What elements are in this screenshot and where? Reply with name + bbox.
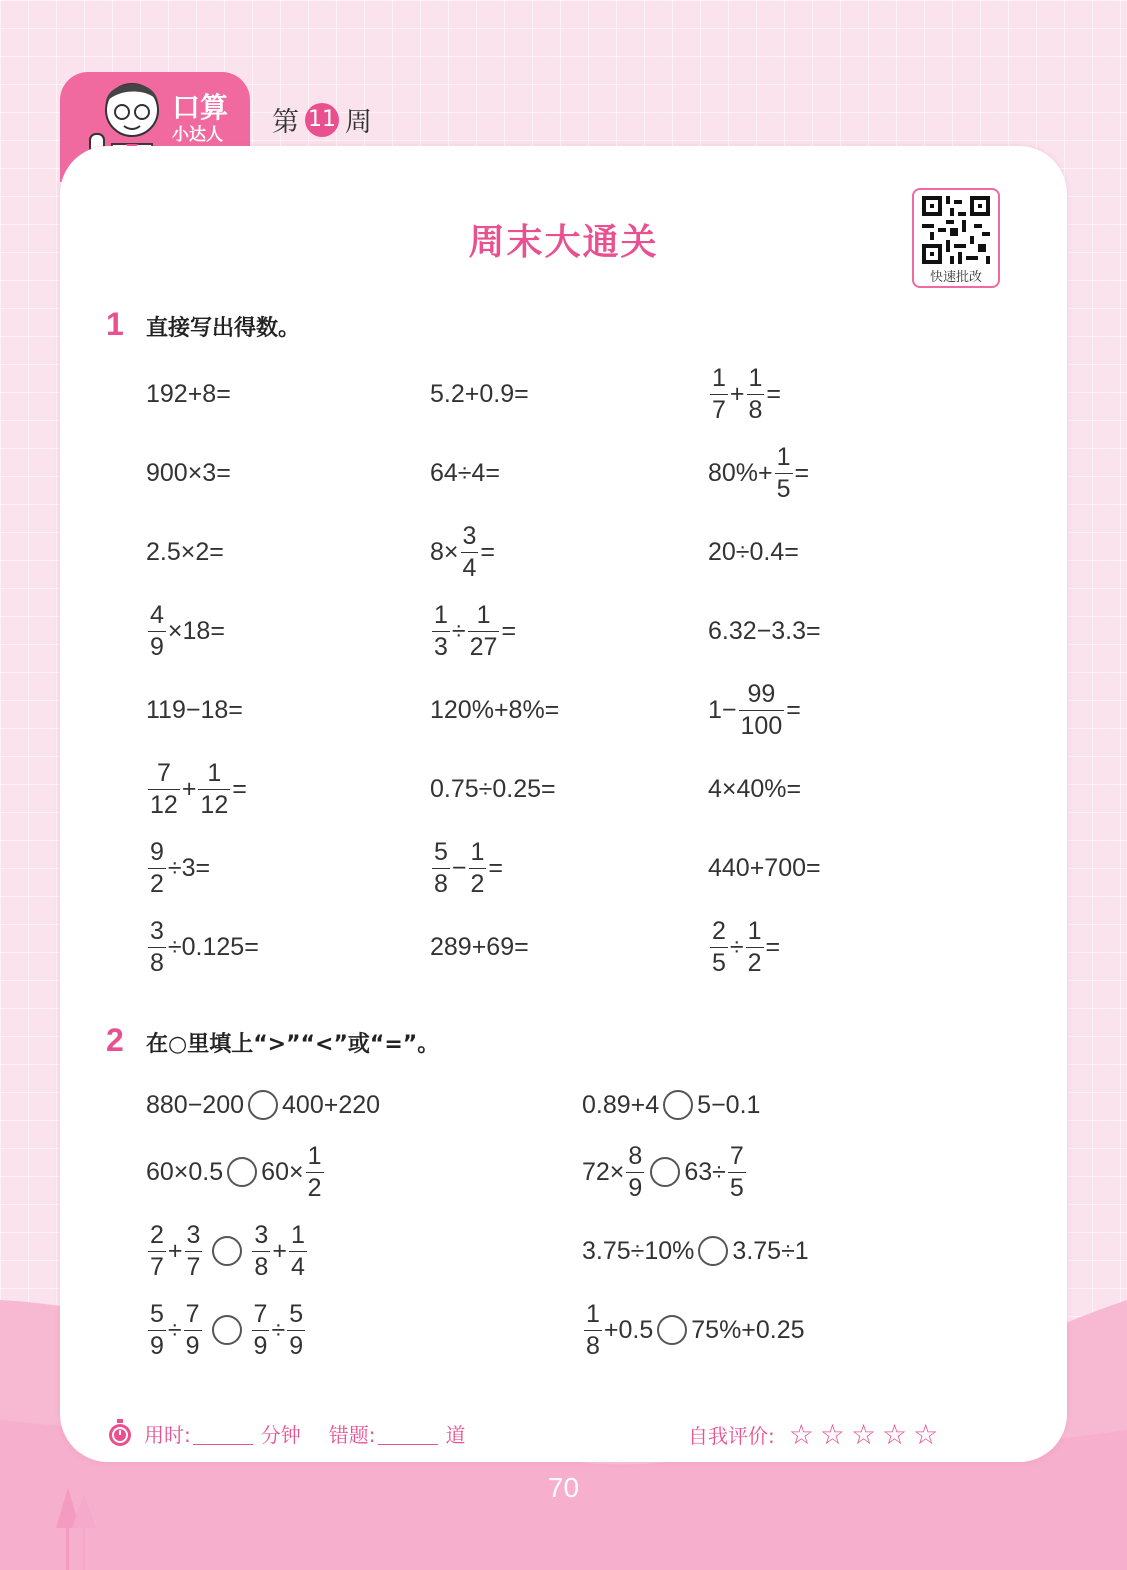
s1-r1c1: 64÷4= xyxy=(430,458,501,487)
week-suffix: 周 xyxy=(345,107,372,138)
answer-circle[interactable] xyxy=(212,1315,242,1345)
fraction: $\frac{1}{7}$ xyxy=(712,363,726,424)
fraction: $\frac{2}{7}$ xyxy=(150,1220,164,1281)
time-blank[interactable] xyxy=(193,1422,253,1445)
s1-r0c2: $\frac{1}{7}$ + $\frac{1}{8}$ = xyxy=(712,363,782,424)
minutes-label: 分钟 xyxy=(260,1422,301,1447)
fraction: $\frac{1}{3}$ xyxy=(434,600,448,661)
fraction: $\frac{99}{100}$ xyxy=(740,679,783,740)
fraction: $\frac{7}{9}$ xyxy=(185,1299,200,1360)
s1-r0c1: 5.2+0.9= xyxy=(430,379,529,408)
answer-circle[interactable] xyxy=(657,1315,687,1345)
s2-a0: 880−200 400+220 xyxy=(146,1090,381,1119)
s1-r6c0: $\frac{9}{2}$ ÷3= xyxy=(150,837,211,898)
self-eval-label: 自我评价: xyxy=(688,1424,775,1448)
rating-stars[interactable]: ☆☆☆☆☆ xyxy=(788,1418,945,1451)
tab-subtitle: 小达人 xyxy=(172,125,223,145)
qr-code-icon xyxy=(922,196,990,264)
answer-circle[interactable] xyxy=(248,1090,278,1120)
s2-b0: 0.89+4 5−0.1 xyxy=(582,1090,761,1119)
fraction: $\frac{1}{8}$ xyxy=(748,363,763,424)
s1-r4c1: 120%+8%= xyxy=(430,695,560,724)
fraction: $\frac{3}{8}$ xyxy=(150,916,164,977)
fraction: $\frac{7}{5}$ xyxy=(729,1141,744,1202)
fraction: $\frac{1}{12}$ xyxy=(200,758,229,819)
fraction: $\frac{3}{7}$ xyxy=(186,1220,201,1281)
s2-a2: $\frac{2}{7}$ + $\frac{3}{7}$ $\frac{3}{8}$ + $\frac{1}{4}$ xyxy=(150,1220,305,1281)
answer-circle[interactable] xyxy=(212,1236,242,1266)
week-label xyxy=(272,100,372,139)
s1-r2c0: 2.5×2= xyxy=(146,537,224,566)
qr-code-box[interactable] xyxy=(912,188,1000,288)
s1-r6c2: 440+700= xyxy=(708,853,821,882)
fraction: $\frac{1}{2}$ xyxy=(307,1141,322,1202)
s1-r5c0: $\frac{7}{12}$ + $\frac{1}{12}$ = xyxy=(150,758,247,819)
s1-r2c2: 20÷0.4= xyxy=(708,537,799,566)
fraction: $\frac{7}{12}$ xyxy=(150,758,178,819)
fraction: $\frac{1}{2}$ xyxy=(747,916,762,977)
fraction: $\frac{9}{2}$ xyxy=(150,837,164,898)
errors-blank[interactable] xyxy=(378,1422,438,1445)
fraction: $\frac{1}{8}$ xyxy=(586,1299,600,1360)
s1-r3c1: $\frac{1}{3}$ ÷ $\frac{1}{27}$ = xyxy=(434,600,517,661)
fraction: $\frac{2}{5}$ xyxy=(712,916,726,977)
footer-self-eval xyxy=(688,1418,944,1451)
section-2-number: 2 xyxy=(106,1022,124,1058)
answer-circle[interactable] xyxy=(650,1157,680,1187)
fraction: $\frac{5}{9}$ xyxy=(150,1299,164,1360)
errors-label: 错题: xyxy=(328,1422,376,1447)
s2-a3: $\frac{5}{9}$ ÷ $\frac{7}{9}$ $\frac{7}{9}$ ÷ $\frac{5}{9}$ xyxy=(150,1299,304,1360)
tab-title: 口算 xyxy=(172,91,229,124)
fraction: $\frac{4}{9}$ xyxy=(150,600,164,661)
answer-circle[interactable] xyxy=(698,1236,728,1266)
section-1-number: 1 xyxy=(106,306,124,342)
page-number: 70 xyxy=(547,1472,580,1503)
week-prefix: 第 xyxy=(272,107,299,138)
s1-r7c2: $\frac{2}{5}$ ÷ $\frac{1}{2}$ = xyxy=(712,916,781,977)
fraction: $\frac{1}{5}$ xyxy=(776,442,791,503)
fraction: $\frac{1}{2}$ xyxy=(470,837,485,898)
s1-r7c1: 289+69= xyxy=(430,932,529,961)
week-number-badge: 11 xyxy=(305,103,339,137)
s1-r6c1: $\frac{5}{8}$ − $\frac{1}{2}$ = xyxy=(434,837,504,898)
s1-r1c2: 80%+ $\frac{1}{5}$ = xyxy=(708,442,810,503)
s2-b3: $\frac{1}{8}$ +0.5 75%+0.25 xyxy=(586,1299,805,1360)
section-2-instruction: 在○里填上“>”“<”或“=”。 xyxy=(146,1032,440,1057)
s2-b2: 3.75÷10% 3.75÷1 xyxy=(582,1236,809,1265)
fraction: $\frac{1}{4}$ xyxy=(290,1220,305,1281)
s1-r0c0: 192+8= xyxy=(146,379,231,408)
page-title: 周末大通关 xyxy=(468,222,659,263)
fraction: $\frac{8}{9}$ xyxy=(628,1141,643,1202)
section-1-instruction: 直接写出得数。 xyxy=(146,316,301,341)
s1-r7c0: $\frac{3}{8}$ ÷0.125= xyxy=(150,916,259,977)
items-label: 道 xyxy=(445,1422,466,1447)
fraction: $\frac{5}{9}$ xyxy=(289,1299,304,1360)
fraction: $\frac{1}{27}$ xyxy=(469,600,498,661)
fraction: $\frac{3}{8}$ xyxy=(254,1220,269,1281)
s1-r4c0: 119−18= xyxy=(146,695,243,724)
s1-r2c1: 8× $\frac{3}{4}$ = xyxy=(430,521,496,582)
answer-circle[interactable] xyxy=(663,1090,693,1120)
fraction: $\frac{7}{9}$ xyxy=(253,1299,268,1360)
footer-time xyxy=(106,1418,466,1448)
time-label: 用时: xyxy=(144,1422,191,1447)
s1-r3c2: 6.32−3.3= xyxy=(708,616,821,645)
answer-circle[interactable] xyxy=(227,1157,257,1187)
s1-r3c0: $\frac{4}{9}$ ×18= xyxy=(150,600,225,661)
fraction: $\frac{5}{8}$ xyxy=(434,837,448,898)
s1-r1c0: 900×3= xyxy=(146,458,231,487)
tree-decoration-icon xyxy=(54,1488,100,1570)
qr-label: 快速批改 xyxy=(929,270,982,285)
s1-r4c2: 1− $\frac{99}{100}$ = xyxy=(708,679,801,740)
fraction: $\frac{3}{4}$ xyxy=(462,521,477,582)
s1-r5c2: 4×40%= xyxy=(708,774,802,803)
s2-b1: 72× $\frac{8}{9}$ 63÷ $\frac{7}{5}$ xyxy=(582,1141,744,1202)
s2-a1: 60×0.5 60× $\frac{1}{2}$ xyxy=(146,1141,322,1202)
stopwatch-icon xyxy=(106,1418,134,1448)
s1-r5c1: 0.75÷0.25= xyxy=(430,774,556,803)
